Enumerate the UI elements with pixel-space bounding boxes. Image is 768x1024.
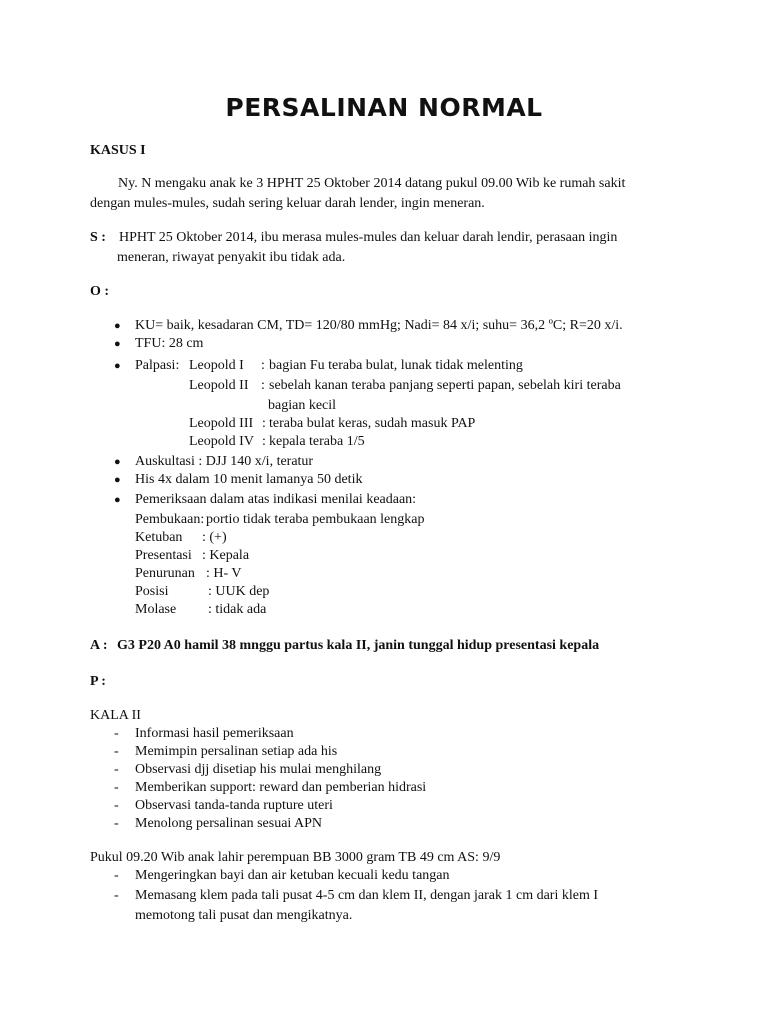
exam-label: Posisi <box>135 584 169 599</box>
tfu-label: TFU: <box>135 336 166 351</box>
bullet-icon: ● <box>114 494 121 506</box>
dash-icon: - <box>114 726 119 741</box>
a-text: G3 P20 A0 hamil 38 mnggu partus kala II, janin tunggal hidup presentasi kepala <box>117 638 600 653</box>
leopold-desc: kepala teraba 1/5 <box>269 434 365 449</box>
bullet-icon: ● <box>114 474 121 486</box>
leopold-desc: bagian Fu teraba bulat, lunak tidak melenting <box>269 358 523 373</box>
auskultasi-text: Auskultasi : DJJ 140 x/i, teratur <box>135 454 314 469</box>
exam-value: : (+) <box>202 530 227 545</box>
exam-label: Presentasi <box>135 548 192 563</box>
after-item: Mengeringkan bayi dan air ketuban kecuali kedu tangan <box>135 868 450 883</box>
exam-value: : tidak ada <box>208 602 267 617</box>
exam-label: Pembukaan: <box>135 512 205 527</box>
dash-icon: - <box>114 798 119 813</box>
p-label: P : <box>90 674 106 689</box>
plan-item: Observasi tanda-tanda rupture uteri <box>135 798 333 813</box>
plan-item: Memberikan support: reward dan pemberian hidrasi <box>135 780 427 795</box>
dash-icon: - <box>114 762 119 777</box>
kala-heading: KALA II <box>90 708 141 723</box>
leopold-desc-cont: bagian kecil <box>268 398 337 413</box>
case-text-line-1: Ny. N mengaku anak ke 3 HPHT 25 Oktober 2014 datang pukul 09.00 Wib ke rumah sakit <box>118 176 626 191</box>
plan-item: Observasi djj disetiap his mulai menghilang <box>135 762 382 777</box>
bullet-icon: ● <box>114 320 121 332</box>
a-label: A : <box>90 638 108 653</box>
bullet-icon: ● <box>114 456 121 468</box>
after-item-cont: memotong tali pusat dan mengikatnya. <box>135 908 353 923</box>
leopold-sep: : <box>261 378 265 393</box>
leopold-sep: : <box>262 416 266 431</box>
tfu-line <box>135 335 203 353</box>
exam-value: : H- V <box>206 566 242 581</box>
document-title: PERSALINAN NORMAL <box>225 93 543 122</box>
dash-icon: - <box>114 744 119 759</box>
exam-value: : UUK dep <box>208 584 270 599</box>
exam-label: Penurunan <box>135 566 195 581</box>
palpasi-label: Palpasi: <box>135 358 180 373</box>
dash-icon: - <box>114 780 119 795</box>
leopold-sep: : <box>261 358 265 373</box>
after-item: Memasang klem pada tali pusat 4-5 cm dan klem II, dengan jarak 1 cm dari klem I <box>135 888 599 903</box>
leopold-desc: teraba bulat keras, sudah masuk PAP <box>269 416 476 431</box>
exam-value: : Kepala <box>202 548 250 563</box>
leopold-sep: : <box>262 434 266 449</box>
exam-label: Molase <box>135 602 177 617</box>
his-text: His 4x dalam 10 menit lamanya 50 detik <box>135 472 363 487</box>
s-label: S : <box>90 230 106 245</box>
o-label: O : <box>90 284 110 299</box>
s-text-line-2: meneran, riwayat penyakit ibu tidak ada. <box>117 250 346 265</box>
plan-item: Memimpin persalinan setiap ada his <box>135 744 338 759</box>
plan-item: Informasi hasil pemeriksaan <box>135 726 294 741</box>
plan-item: Menolong persalinan sesuai APN <box>135 816 323 831</box>
s-text-line-1: HPHT 25 Oktober 2014, ibu merasa mules-mules dan keluar darah lendir, perasaan ingin <box>119 230 618 245</box>
leopold-desc: sebelah kanan teraba panjang seperti papan, sebelah kiri teraba <box>269 378 621 393</box>
leopold-name: Leopold IV <box>189 434 254 449</box>
birth-text: Pukul 09.20 Wib anak lahir perempuan BB 3000 gram TB 49 cm AS: 9/9 <box>90 850 501 865</box>
exam-label: Ketuban <box>135 530 183 545</box>
dash-icon: - <box>114 888 119 903</box>
leopold-name: Leopold II <box>189 378 249 393</box>
pemeriksaan-text: Pemeriksaan dalam atas indikasi menilai keadaan: <box>135 492 417 507</box>
leopold-name: Leopold I <box>189 358 244 373</box>
dash-icon: - <box>114 816 119 831</box>
case-text-line-2: dengan mules-mules, sudah sering keluar darah lender, ingin meneran. <box>90 196 485 211</box>
exam-value: portio tidak teraba pembukaan lengkap <box>206 512 425 527</box>
bullet-icon: ● <box>114 338 121 350</box>
bullet-icon: ● <box>114 360 121 372</box>
ku-text: KU= baik, kesadaran CM, TD= 120/80 mmHg; Nadi= 84 x/i; suhu= 36,2 ºC; R=20 x/i. <box>135 318 623 333</box>
tfu-value: 28 cm <box>165 336 204 351</box>
leopold-name: Leopold III <box>189 416 254 431</box>
dash-icon: - <box>114 868 119 883</box>
case-heading: KASUS I <box>90 143 146 158</box>
